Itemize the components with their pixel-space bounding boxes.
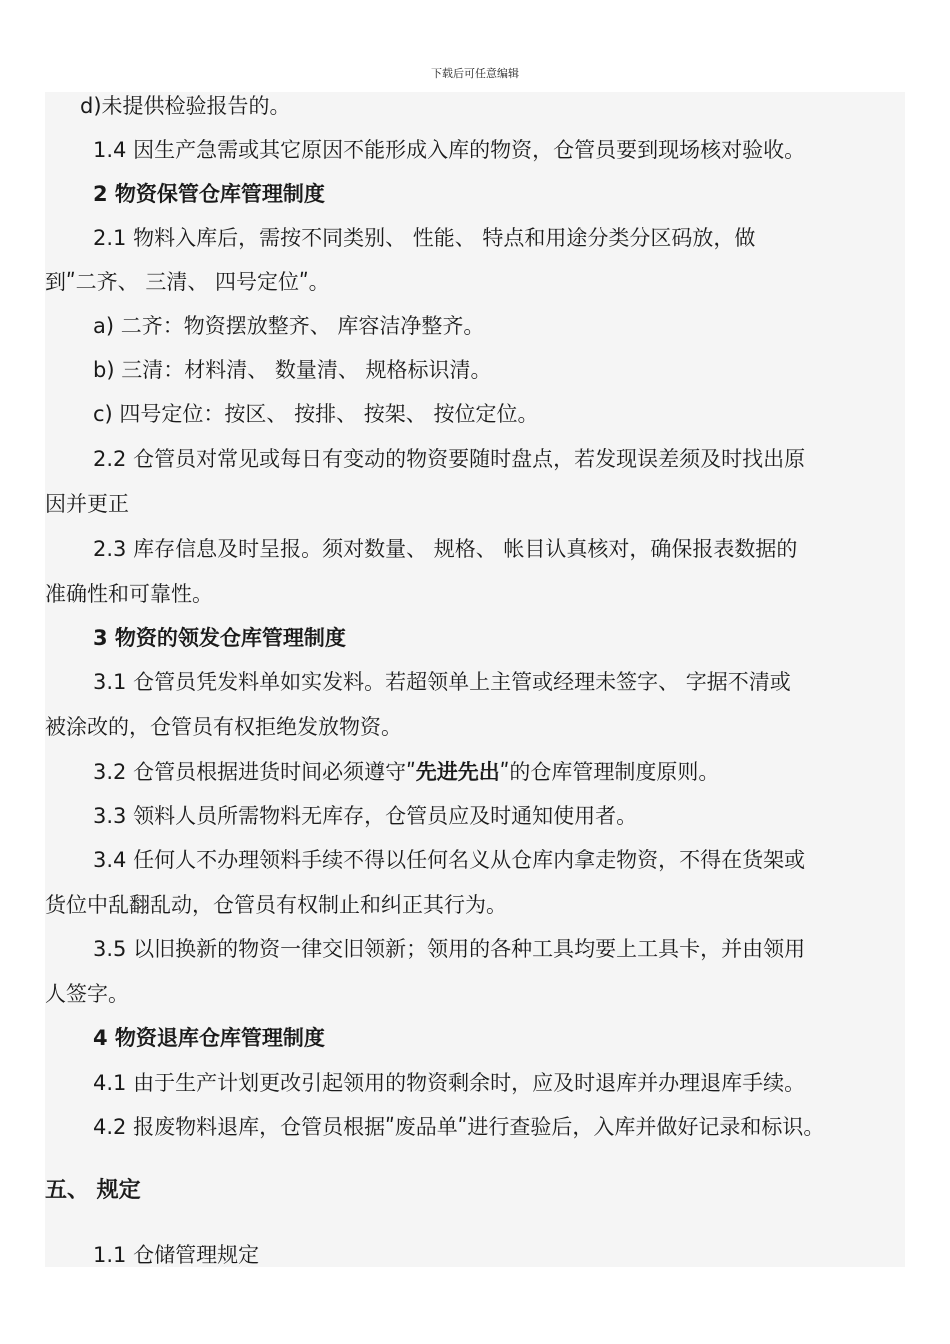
bold-phrase: 先进先出 bbox=[415, 760, 500, 784]
text-line: 4.2 报废物料退库，仓管员根据ʺ废品单ʺ进行查验后，入库并做好记录和标识。 bbox=[93, 1115, 825, 1139]
text-line: 1.1 仓储管理规定 bbox=[93, 1243, 260, 1267]
text-line: a) 二齐：物资摆放整齐、 库容洁净整齐。 bbox=[93, 314, 485, 338]
section-heading: 2 物资保管仓库管理制度 bbox=[93, 182, 325, 206]
text-line: 2.2 仓管员对常见或每日有变动的物资要随时盘点，若发现误差须及时找出原 bbox=[93, 447, 806, 471]
text-line: 因并更正 bbox=[45, 492, 129, 516]
text-line: 货位中乱翻乱动，仓管员有权制止和纠正其行为。 bbox=[45, 893, 507, 917]
text-line: 2.1 物料入库后，需按不同类别、 性能、 特点和用途分类分区码放，做 bbox=[93, 226, 756, 250]
text-line: 3.1 仓管员凭发料单如实发料。若超领单上主管或经理未签字、 字据不清或 bbox=[93, 670, 791, 694]
page-header-note: 下载后可任意编辑 bbox=[431, 67, 519, 80]
text-line: 1.4 因生产急需或其它原因不能形成入库的物资，仓管员要到现场核对验收。 bbox=[93, 138, 806, 162]
text-line: c) 四号定位：按区、 按排、 按架、 按位定位。 bbox=[93, 402, 539, 426]
text-line: d)未提供检验报告的。 bbox=[80, 94, 291, 118]
document-body bbox=[45, 92, 905, 1267]
section-heading: 3 物资的领发仓库管理制度 bbox=[93, 626, 346, 650]
text-line bbox=[93, 758, 905, 786]
text-line: 被涂改的，仓管员有权拒绝发放物资。 bbox=[45, 715, 402, 739]
text-line: 2.3 库存信息及时呈报。须对数量、 规格、 帐目认真核对，确保报表数据的 bbox=[93, 537, 798, 561]
text-segment: 3.2 仓管员根据进货时间必须遵守ʺ bbox=[93, 760, 416, 784]
text-segment: ʺ的仓库管理制度原则。 bbox=[499, 760, 720, 784]
text-line: 3.5 以旧换新的物资一律交旧领新；领用的各种工具均要上工具卡，并由领用 bbox=[93, 937, 806, 961]
text-line: 到ʺ二齐、 三清、 四号定位ʺ。 bbox=[45, 270, 330, 294]
text-line: 准确性和可靠性。 bbox=[45, 582, 213, 606]
section-heading: 4 物资退库仓库管理制度 bbox=[93, 1026, 325, 1050]
chapter-heading: 五、 规定 bbox=[45, 1178, 141, 1203]
text-line: b) 三清：材料清、 数量清、 规格标识清。 bbox=[93, 358, 492, 382]
text-line: 4.1 由于生产计划更改引起领用的物资剩余时，应及时退库并办理退库手续。 bbox=[93, 1071, 806, 1095]
text-line: 3.4 任何人不办理领料手续不得以任何名义从仓库内拿走物资，不得在货架或 bbox=[93, 848, 806, 872]
text-line: 人签字。 bbox=[45, 982, 129, 1006]
text-line: 3.3 领料人员所需物料无库存，仓管员应及时通知使用者。 bbox=[93, 804, 638, 828]
